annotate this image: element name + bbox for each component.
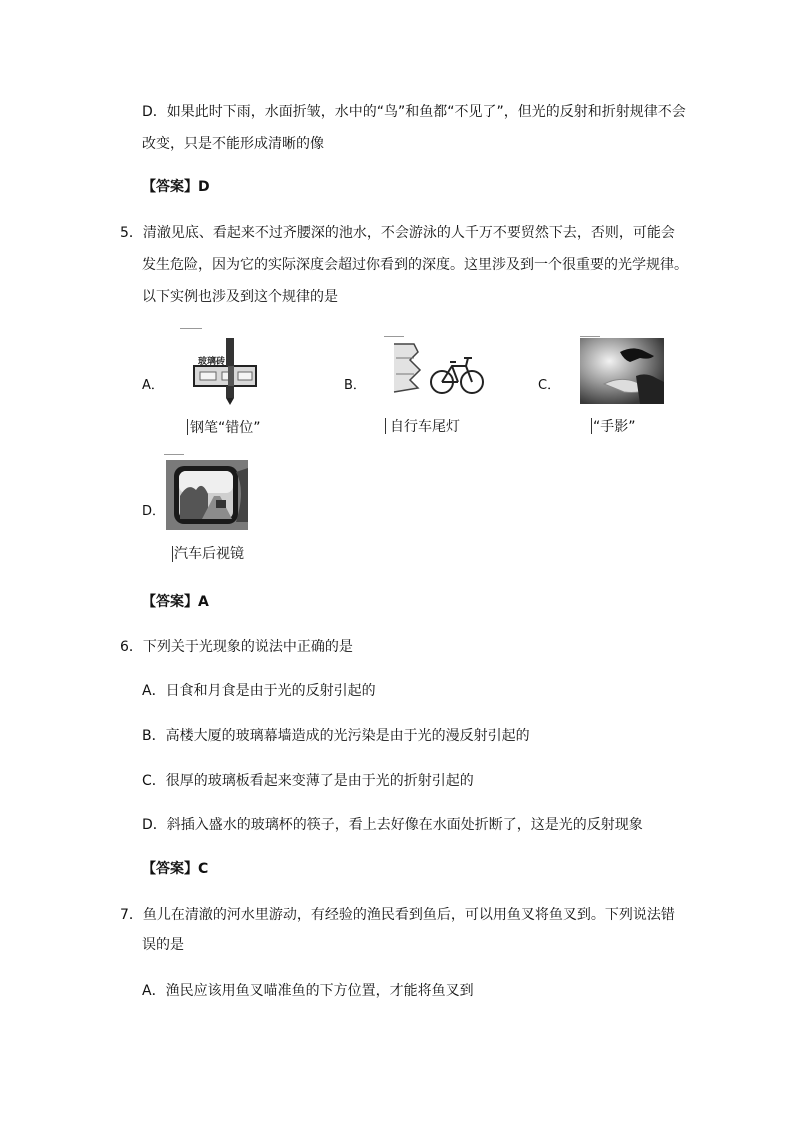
- q5-option-a-caption: 钢笔“错位”: [190, 420, 261, 436]
- q7-stem-line1: 7．鱼儿在清澈的河水里游动，有经验的渔民看到鱼后，可以用鱼叉将鱼叉到。下列说法错: [120, 907, 675, 923]
- q5-stem-line1: 5．清澈见底、看起来不过齐腰深的池水，不会游泳的人千万不要贸然下去，否则，可能会: [120, 225, 675, 241]
- answer-value: D: [198, 179, 210, 195]
- pen-glass-brick-figure: [190, 336, 262, 406]
- caption-bar: [187, 419, 188, 435]
- q5-answer: [142, 592, 209, 612]
- q5-stem-line2: 发生危险，因为它的实际深度会超过你看到的深度。这里涉及到一个很重要的光学规律。: [142, 257, 688, 273]
- figure-mark: [180, 328, 202, 329]
- glass-brick-label: 玻璃砖: [198, 357, 226, 367]
- hand-shadow-figure: [580, 338, 664, 404]
- answer-label: 【答案】: [142, 179, 198, 195]
- answer-label: 【答案】: [142, 594, 198, 610]
- q5-option-b-caption: 自行车尾灯: [390, 419, 460, 435]
- q7-stem-line2: 误的是: [142, 937, 184, 953]
- q7-option-a: A．渔民应该用鱼叉喵准鱼的下方位置，才能将鱼叉到: [142, 983, 474, 999]
- q6-answer: [142, 859, 208, 879]
- q6-option-c: C．很厚的玻璃板看起来变薄了是由于光的折射引起的: [142, 773, 474, 789]
- q5-option-d-caption: 汽车后视镜: [174, 546, 244, 562]
- q6-option-d: D．斜插入盛水的玻璃杯的筷子，看上去好像在水面处折断了，这是光的反射现象: [142, 817, 643, 833]
- caption-bar: [591, 418, 592, 434]
- answer-label: 【答案】: [142, 861, 198, 877]
- car-mirror-figure: [166, 460, 248, 530]
- caption-bar: [385, 418, 386, 434]
- q4-answer: [142, 177, 210, 197]
- caption-bar: [172, 546, 173, 562]
- bicycle-reflector-figure: [390, 340, 486, 398]
- q4-option-d-line2: 改变，只是不能形成清晰的像: [142, 136, 324, 152]
- q5-option-a-letter: A．: [142, 378, 164, 393]
- q5-stem-line3: 以下实例也涉及到这个规律的是: [142, 289, 338, 305]
- figure-mark: [580, 336, 600, 337]
- q5-option-b-letter: B．: [344, 378, 366, 393]
- figure-mark: [384, 336, 404, 337]
- q4-option-d-line1: D．如果此时下雨，水面折皱，水中的“鸟”和鱼都“不见了”，但光的反射和折射规律不会: [142, 104, 686, 120]
- q6-option-b: B．高楼大厦的玻璃幕墙造成的光污染是由于光的漫反射引起的: [142, 728, 530, 744]
- answer-value: A: [198, 594, 209, 610]
- q5-option-c-caption: “手影”: [593, 419, 636, 435]
- q6-option-a: A．日食和月食是由于光的反射引起的: [142, 683, 376, 699]
- q5-option-c-letter: C．: [538, 378, 561, 393]
- q6-stem: 6．下列关于光现象的说法中正确的是: [120, 639, 353, 655]
- q5-option-d-letter: D．: [142, 504, 166, 519]
- figure-mark: [164, 454, 184, 455]
- answer-value: C: [198, 861, 209, 877]
